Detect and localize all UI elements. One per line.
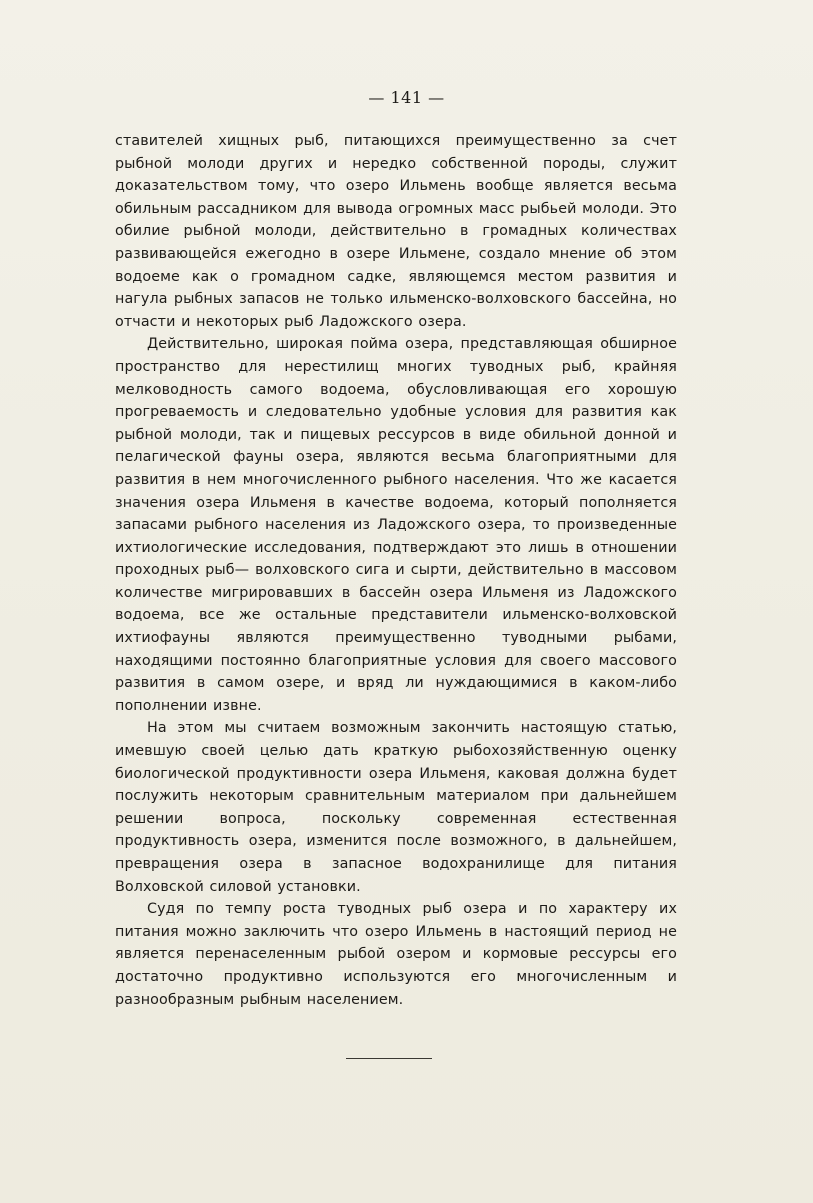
body-text <box>115 130 677 1011</box>
paragraph-conclusion: На этом мы считаем возможным закончить настоящую статью, имевшую своей целью дать краткую рыбохозяйственную оценку биологической продуктивности озера Ильменя, каковая должна будет послужить некоторым сравнительным материалом при дальнейшем решении вопроса, поскольку современная естественная продуктивность озера, изменится после возможного, в дальнейшем, превращения озера в запасное водохранилище для питания Волховской силовой установки. <box>115 720 677 895</box>
end-divider <box>346 1058 432 1059</box>
page-number: — 141 — <box>368 88 445 107</box>
paragraph-growth-rate: Судя по темпу роста туводных рыб озера и по характеру их питания можно заключить что озеро Ильмень в настоящий период не является перенаселенным рыбой озером и кормовые рессурсы его достаточно продуктивно используются его многочисленным и разнообразным рыбным населением. <box>115 901 677 1008</box>
paragraph-lake-floodplain: Действительно, широкая пойма озера, представляющая обширное пространство для нерестилищ многих туводных рыб, крайняя мелководность самого водоема, обусловливающая его хорошую прогреваемость и следовательно удобные условия для развития как рыбной молоди, так и пищевых рессурсов в виде обильной донной и пелагической фауны озера, являются весьма благоприятными для развития в нем многочисленного рыбного населения. Что же касается значения озера Ильменя в качестве водоема, который пополняется запасами рыбного населения из Ладожского озера, то произведенные ихтиологические исследования, подтверждают это лишь в отношении проходных рыб— волховского сига и сырти, действительно в массовом количестве мигрировавших в бассейн озера Ильменя из Ладожского водоема, все же остальные представители ильменско-волховской ихтиофауны являются преимущественно туводными рыбами, находящими постоянно благоприятные условия для своего массового развития в самом озере, и вряд ли нуждающимися в каком-либо пополнении извне. <box>115 336 677 714</box>
paragraph-continuation: ставителей хищных рыб, питающихся преимущественно за счет рыбной молоди других и нередко собственной породы, служит доказательством тому, что озеро Ильмень вообще является весьма обильным рассадником для вывода огромных масс рыбьей молоди. Это обилие рыбной молоди, действительно в громадных количествах развивающейся ежегодно в озере Ильмене, создало мнение об этом водоеме как о громадном садке, являющемся местом развития и нагула рыбных запасов не только ильменско-волховского бассейна, но отчасти и некоторых рыб Ладожского озера. <box>115 133 677 330</box>
